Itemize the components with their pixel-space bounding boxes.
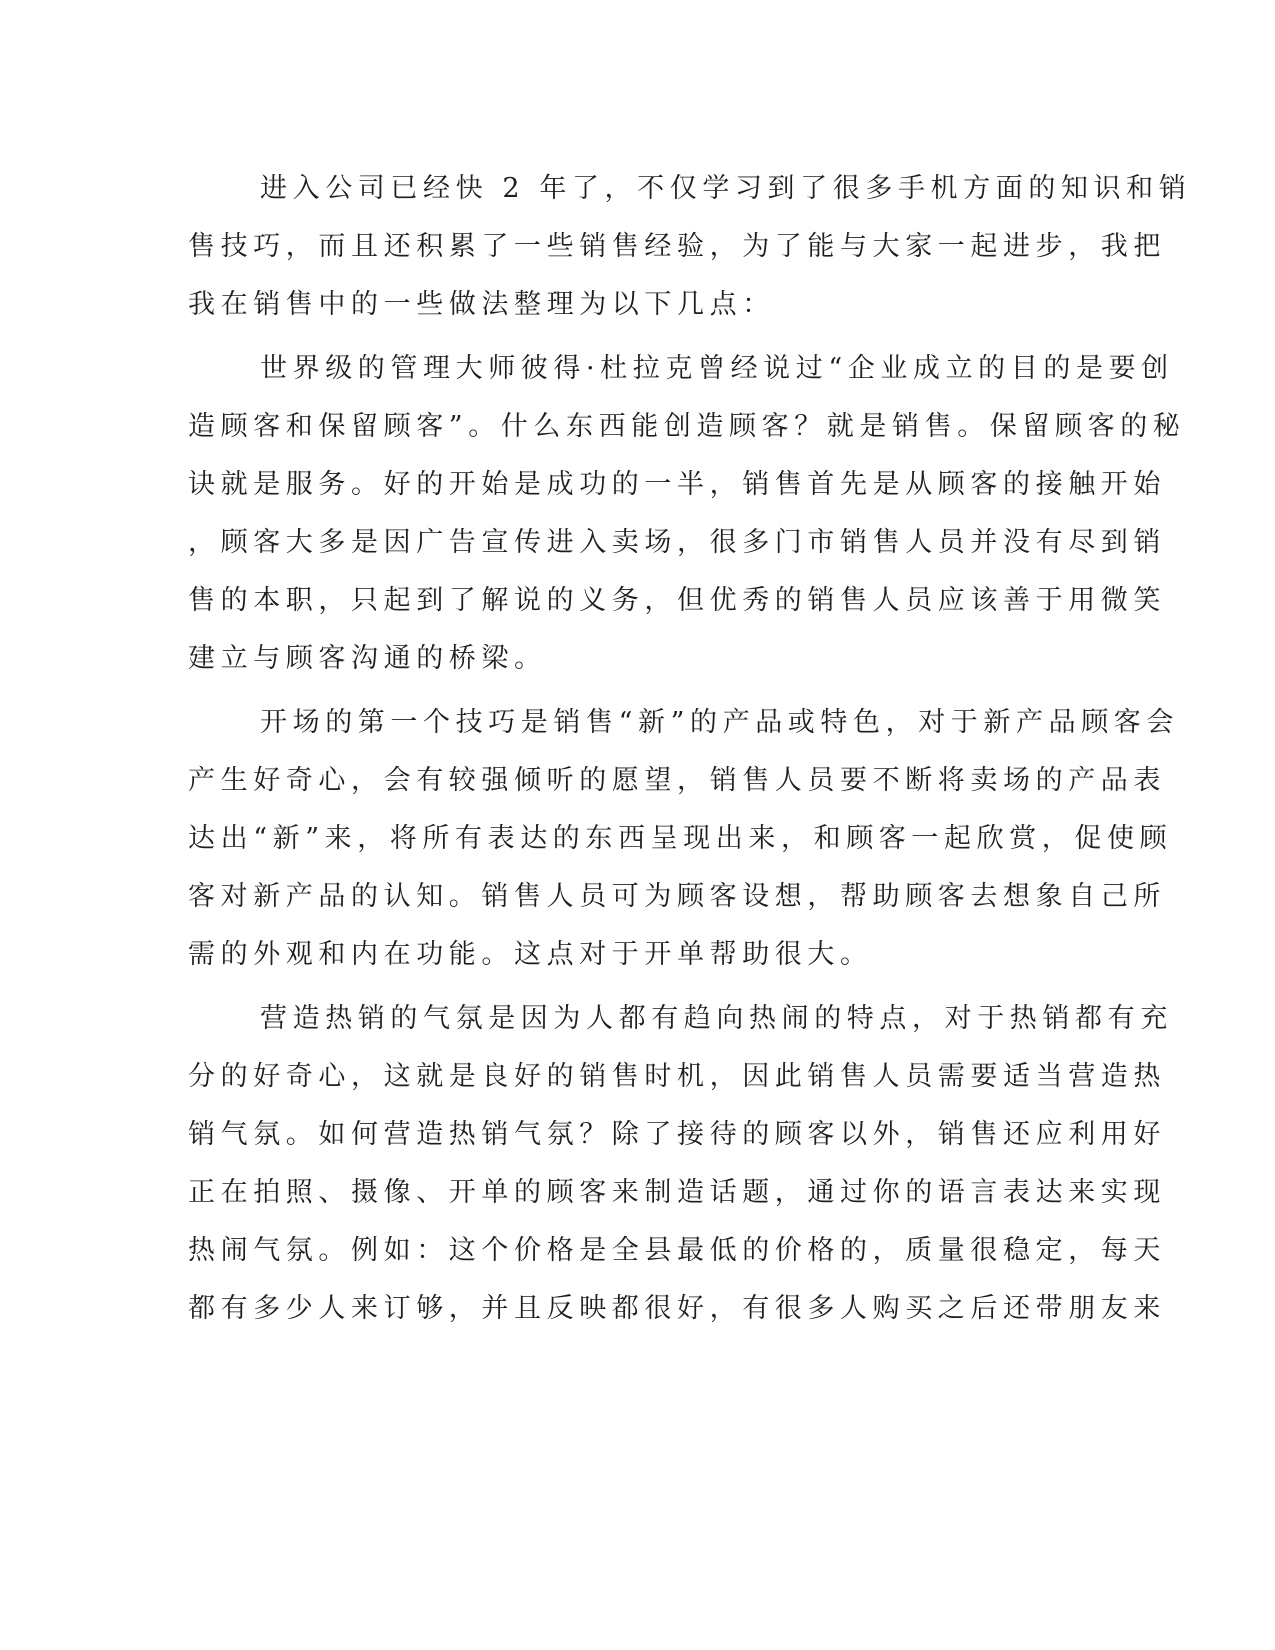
text-line: 进入公司已经快 2 年了，不仅学习到了很多手机方面的知识和销 xyxy=(260,173,1192,204)
text-line: 售的本职，只起到了解说的义务，但优秀的销售人员应该善于用微笑 xyxy=(188,585,1166,616)
paragraph-1 xyxy=(188,160,1192,334)
document-body xyxy=(188,160,1192,1338)
text-line: 我在销售中的一些做法整理为以下几点： xyxy=(188,289,775,320)
text-line: 建立与顾客沟通的桥梁。 xyxy=(188,643,547,674)
text-line: 世界级的管理大师彼得·杜拉克曾经说过“企业成立的目的是要创 xyxy=(260,353,1174,384)
paragraph-4 xyxy=(188,990,1173,1338)
text-line: 诀就是服务。好的开始是成功的一半，销售首先是从顾客的接触开始 xyxy=(188,469,1166,500)
text-line: 客对新产品的认知。销售人员可为顾客设想，帮助顾客去想象自己所 xyxy=(188,881,1166,912)
text-line: 热闹气氛。例如：这个价格是全县最低的价格的，质量很稳定，每天 xyxy=(188,1235,1166,1266)
text-line: 营造热销的气氛是因为人都有趋向热闹的特点，对于热销都有充 xyxy=(260,1003,1173,1034)
text-line: ，顾客大多是因广告宣传进入卖场，很多门市销售人员并没有尽到销 xyxy=(188,527,1166,558)
paragraph-2 xyxy=(188,340,1186,688)
text-line: 正在拍照、摄像、开单的顾客来制造话题，通过你的语言表达来实现 xyxy=(188,1177,1166,1208)
text-line: 产生好奇心，会有较强倾听的愿望，销售人员要不断将卖场的产品表 xyxy=(188,765,1166,796)
text-line: 开场的第一个技巧是销售“新”的产品或特色，对于新产品顾客会 xyxy=(260,707,1180,738)
paragraph-3 xyxy=(188,694,1180,984)
text-line: 分的好奇心，这就是良好的销售时机，因此销售人员需要适当营造热 xyxy=(188,1061,1166,1092)
text-line: 达出“新”来，将所有表达的东西呈现出来，和顾客一起欣赏，促使顾 xyxy=(188,823,1173,854)
text-line: 销气氛。如何营造热销气氛？除了接待的顾客以外，销售还应利用好 xyxy=(188,1119,1166,1150)
text-line: 需的外观和内在功能。这点对于开单帮助很大。 xyxy=(188,939,873,970)
text-line: 都有多少人来订够，并且反映都很好，有很多人购买之后还带朋友来 xyxy=(188,1293,1166,1324)
text-line: 售技巧，而且还积累了一些销售经验，为了能与大家一起进步，我把 xyxy=(188,231,1166,262)
text-line: 造顾客和保留顾客”。什么东西能创造顾客？就是销售。保留顾客的秘 xyxy=(188,411,1186,442)
